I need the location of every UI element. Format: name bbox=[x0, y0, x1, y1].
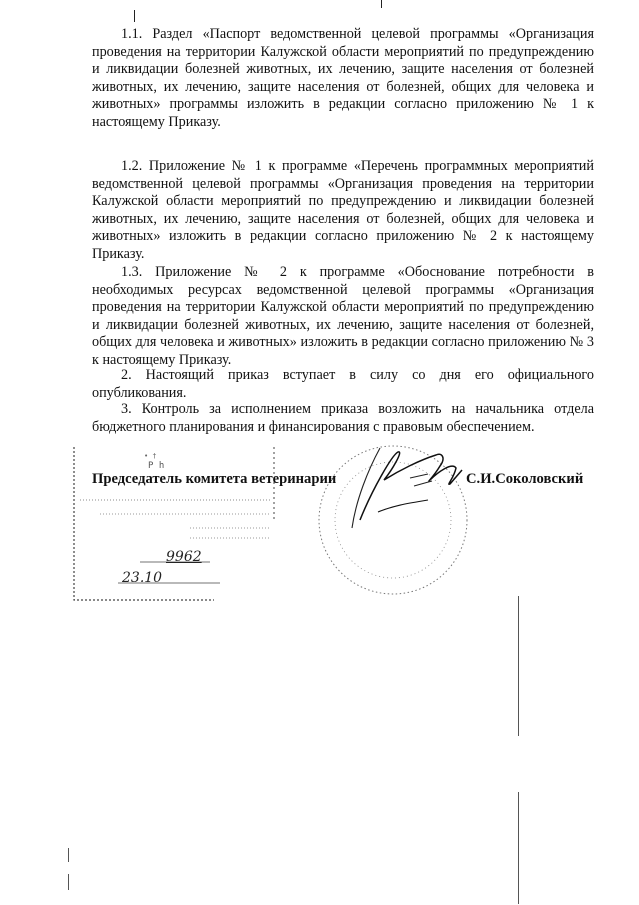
svg-text:• †: • † bbox=[144, 452, 157, 460]
paragraph-3: 3. Контроль за исполнением приказа возложить на начальника отдела бюджетного планирования и финансирования с правовым обеспечением. bbox=[92, 401, 594, 435]
signatory-name: С.И.Соколовский bbox=[466, 471, 584, 487]
paragraph-1-2: 1.2. Приложение № 1 к программе «Перечень программных мероприятий ведомственной целевой программы «Организация проведения на территории Калужской области мероприятий по предупреждению и ликвидации болезней животных, их лечению, защите населения от болезней, общих для человека и животных» изложить в редакции согласно приложению № 2 к настоящему Приказу. bbox=[92, 158, 594, 262]
signatory-title: Председатель комитета ветеринарии bbox=[92, 471, 337, 487]
paragraph-2: 2. Настоящий приказ вступает в силу со дня его официального опубликования. bbox=[92, 367, 594, 401]
registration-date: 23.10 bbox=[122, 570, 163, 586]
registration-number: 9962 bbox=[166, 549, 202, 565]
svg-text:P h: P h bbox=[148, 461, 165, 471]
paragraph-1-3: 1.3. Приложение № 2 к программе «Обоснование потребности в необходимых ресурсах ведомственной целевой программы «Организация проведения на территории Калужской области мероприятий по предупреждению и ликвидации болезней животных, их лечению, защите населения от болезней, общих для человека и животных» изложить в редакции согласно приложению № 3 к настоящему Приказу. bbox=[92, 264, 594, 368]
paragraph-1-1: 1.1. Раздел «Паспорт ведомственной целевой программы «Организация проведения на территории Калужской области мероприятий по предупреждению и ликвидации болезней животных, их лечению, защите населения от болезней животных, их лечению, защите населения от болезней, общих для человека и животных» программы изложить в редакции согласно приложению № 1 к настоящему Приказу. bbox=[92, 26, 594, 130]
